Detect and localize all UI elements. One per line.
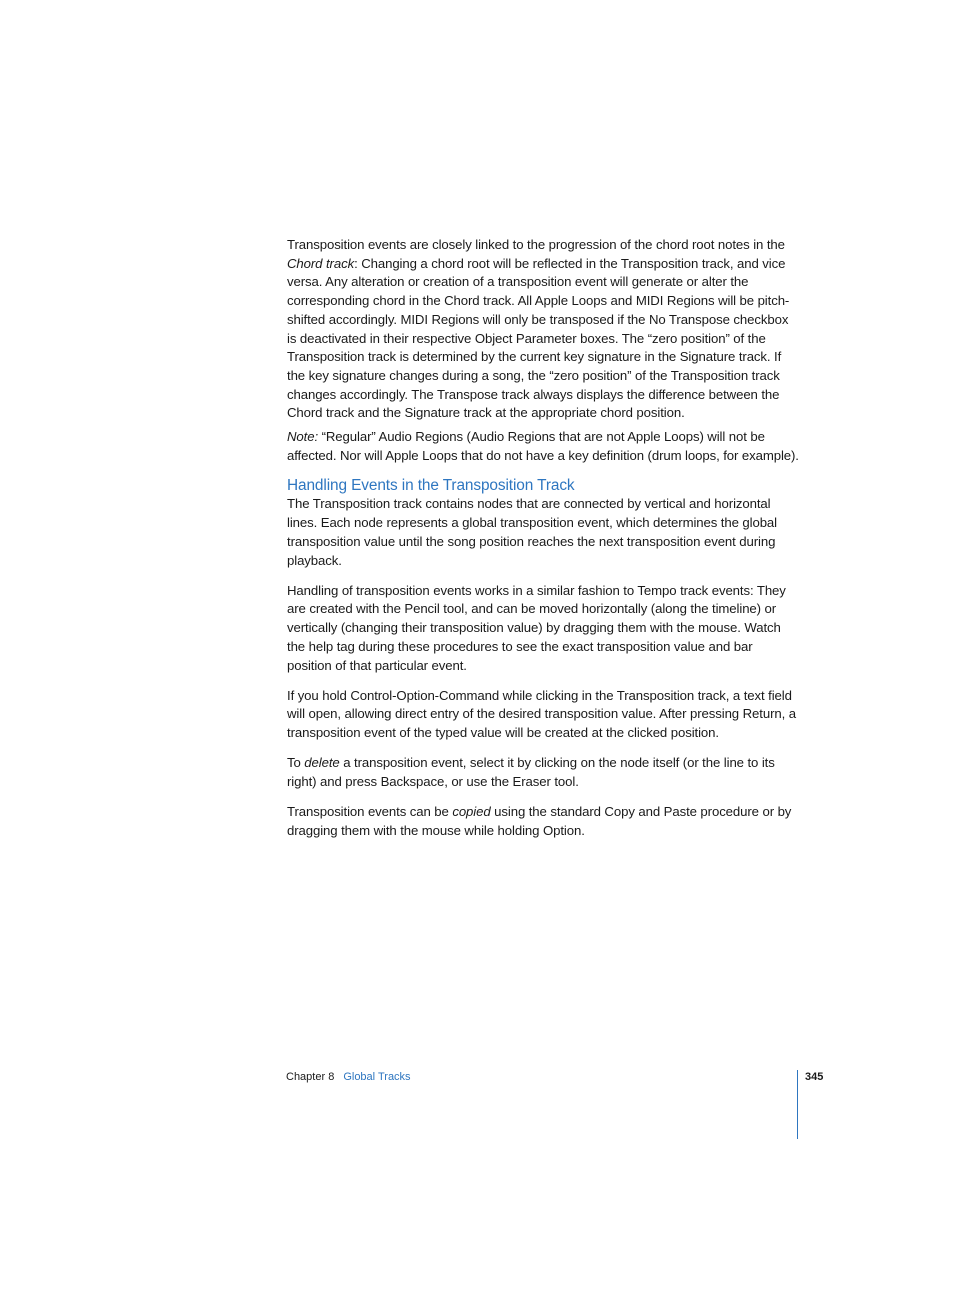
section-heading: Handling Events in the Transposition Track: [287, 477, 575, 495]
page-number: 345: [805, 1071, 824, 1083]
footer-chapter: [286, 1070, 411, 1084]
emphasis-copied: copied: [452, 804, 491, 820]
note-label: Note:: [287, 429, 319, 445]
paragraph-direct-entry: If you hold Control-Option-Command while clicking in the Transposition track, a text field will open, allowing direct entry of the desired transposition value. After pressing Return, a transposition event of the typed value will be created at the clicked position.: [287, 687, 796, 741]
paragraph-delete-event: [287, 754, 799, 791]
paragraph-track-nodes: The Transposition track contains nodes that are connected by vertical and horizontal lines. Each node represents a global transposition event, which determines the global transposition value until the song position reaches the next transposition event during playback.: [287, 496, 777, 568]
footer-chapter-number: Chapter 8: [286, 1071, 335, 1083]
paragraph-chord-track-link: [287, 236, 799, 423]
text-run: Transposition events can be: [287, 804, 453, 820]
text-run: a transposition event, select it by clicking on the node itself (or the line to its right) and press Backspace, or use the Eraser tool.: [287, 755, 775, 790]
emphasis-delete: delete: [304, 755, 340, 771]
emphasis-chord-track: Chord track: [287, 255, 355, 271]
note-text: “Regular” Audio Regions (Audio Regions that are not Apple Loops) will not be affected. Nor will Apple Loops that do not have a key definition (drum loops, for example).: [287, 429, 799, 463]
text-run: using the standard Copy and Paste procedure or by dragging them with the mouse while holding Option.: [287, 804, 792, 838]
note-paragraph: [287, 428, 799, 465]
footer-chapter-title: Global Tracks: [343, 1071, 411, 1083]
paragraph-handling-events: Handling of transposition events works in a similar fashion to Tempo track events: They are created with the Pencil tool, and can be moved horizontally (along the timeline) or vertically (changing their transposition value) by dragging them with the mouse. Watch the help tag during these procedures to see the exact transposition value and bar position of that particular event.: [287, 582, 786, 673]
footer-divider: [797, 1070, 798, 1139]
paragraph-copy-event: [287, 803, 799, 840]
text-run: : Changing a chord root will be reflected in the Transposition track, and vice versa. Any alteration or creation of a transposition event will generate or alter the corresponding chord in the Chord track. All Apple Loops and MIDI Regions will be pitch-shifted accordingly. MIDI Regions will only be transposed if the No Transpose checkbox is deactivated in their respective Object Parameter boxes. The “zero position” of the Transposition track is determined by the current key signature in the Signature track. If the key signature changes during a song, the “zero position” of the Transposition track changes accordingly. The Transpose track always displays the difference between the Chord track and the Signature track at the appropriate chord position.: [287, 255, 790, 421]
text-run: To: [287, 755, 305, 771]
page-body: [287, 236, 799, 841]
text-run: Transposition events are closely linked to the progression of the chord root notes in the: [287, 237, 785, 252]
